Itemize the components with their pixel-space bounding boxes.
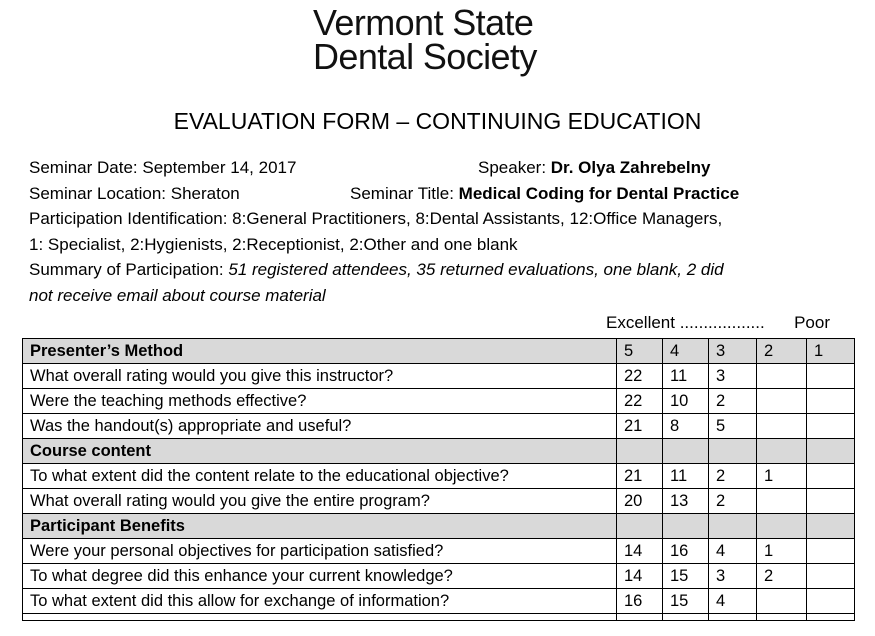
rating-count-cell: 22 <box>617 364 663 389</box>
section-title: Participant Benefits <box>23 514 617 539</box>
seminar-info <box>29 155 740 308</box>
scale-excellent: Excellent .................. <box>606 313 765 332</box>
rating-count-cell <box>807 489 855 514</box>
question-row <box>23 589 855 614</box>
question-text: To what degree did this enhance your current knowledge? <box>23 564 617 589</box>
empty-cell <box>709 614 757 621</box>
rating-count-cell: 8 <box>663 414 709 439</box>
logo-line-1: Vermont State <box>313 2 534 43</box>
question-text: To what extent did the content relate to the educational objective? <box>23 464 617 489</box>
rating-header-cell: 2 <box>757 339 807 364</box>
society-logo <box>313 2 537 77</box>
rating-header-cell: 4 <box>663 339 709 364</box>
question-text: What overall rating would you give this instructor? <box>23 364 617 389</box>
rating-header-cell: 5 <box>617 339 663 364</box>
rating-header-cell <box>757 439 807 464</box>
section-header-row <box>23 514 855 539</box>
rating-count-cell <box>807 364 855 389</box>
rating-header-cell: 1 <box>807 339 855 364</box>
rating-count-cell: 21 <box>617 414 663 439</box>
rating-count-cell: 21 <box>617 464 663 489</box>
speaker: Speaker: Dr. Olya Zahrebelny <box>478 158 711 177</box>
rating-scale-legend <box>606 313 830 333</box>
rating-count-cell: 2 <box>757 564 807 589</box>
question-row <box>23 539 855 564</box>
empty-cell <box>757 614 807 621</box>
rating-count-cell: 1 <box>757 539 807 564</box>
rating-count-cell: 22 <box>617 389 663 414</box>
rating-count-cell: 16 <box>663 539 709 564</box>
rating-count-cell <box>807 414 855 439</box>
rating-count-cell: 20 <box>617 489 663 514</box>
rating-count-cell <box>807 389 855 414</box>
empty-cell <box>617 614 663 621</box>
form-title: EVALUATION FORM – CONTINUING EDUCATION <box>173 108 702 134</box>
rating-count-cell: 14 <box>617 539 663 564</box>
rating-header-cell <box>709 514 757 539</box>
rating-header-cell <box>757 514 807 539</box>
rating-count-cell: 2 <box>709 489 757 514</box>
rating-count-cell <box>807 539 855 564</box>
rating-count-cell: 15 <box>663 589 709 614</box>
question-text: To what extent did this allow for exchange of information? <box>23 589 617 614</box>
info-row-date-speaker <box>29 155 724 181</box>
question-row <box>23 364 855 389</box>
info-row-location-title <box>29 181 740 207</box>
scale-poor: Poor <box>794 313 830 332</box>
rating-count-cell: 16 <box>617 589 663 614</box>
rating-header-cell <box>807 514 855 539</box>
rating-count-cell: 2 <box>709 389 757 414</box>
question-row <box>23 564 855 589</box>
logo-line-2: Dental Society <box>313 36 537 77</box>
rating-count-cell: 13 <box>663 489 709 514</box>
rating-count-cell: 3 <box>709 364 757 389</box>
section-header-row <box>23 439 855 464</box>
rating-count-cell <box>807 564 855 589</box>
section-title: Presenter’s Method <box>23 339 617 364</box>
question-text: Were your personal objectives for participation satisfied? <box>23 539 617 564</box>
empty-cell <box>663 614 709 621</box>
rating-count-cell <box>757 589 807 614</box>
rating-count-cell <box>757 389 807 414</box>
rating-count-cell <box>807 464 855 489</box>
empty-cell <box>807 614 855 621</box>
rating-count-cell: 15 <box>663 564 709 589</box>
rating-header-cell <box>617 439 663 464</box>
rating-count-cell: 4 <box>709 589 757 614</box>
rating-count-cell: 11 <box>663 364 709 389</box>
rating-header-cell <box>663 439 709 464</box>
question-row <box>23 489 855 514</box>
rating-count-cell <box>757 364 807 389</box>
question-row <box>23 389 855 414</box>
rating-header-cell <box>617 514 663 539</box>
participation-line-2: 1: Specialist, 2:Hygienists, 2:Receptionist, 2:Other and one blank <box>29 234 518 254</box>
question-text: Were the teaching methods effective? <box>23 389 617 414</box>
seminar-date: Seminar Date: September 14, 2017 <box>29 158 297 177</box>
question-text: Was the handout(s) appropriate and useful? <box>23 414 617 439</box>
question-row <box>23 464 855 489</box>
rating-count-cell: 3 <box>709 564 757 589</box>
section-title: Course content <box>23 439 617 464</box>
rating-count-cell: 1 <box>757 464 807 489</box>
summary-line-2: not receive email about course material <box>29 285 326 305</box>
participation-line-1: Participation Identification: 8:General Practitioners, 8:Dental Assistants, 12:Office Managers, <box>29 209 723 228</box>
question-row <box>23 414 855 439</box>
rating-header-cell: 3 <box>709 339 757 364</box>
rating-header-cell <box>663 514 709 539</box>
rating-header-cell <box>709 439 757 464</box>
seminar-title: Seminar Title: Medical Coding for Dental Practice <box>350 183 740 203</box>
seminar-location: Seminar Location: Sheraton <box>29 183 240 203</box>
rating-count-cell <box>807 589 855 614</box>
empty-cell <box>23 614 617 621</box>
evaluation-table <box>22 338 855 621</box>
rating-count-cell: 11 <box>663 464 709 489</box>
rating-header-cell <box>807 439 855 464</box>
rating-count-cell: 2 <box>709 464 757 489</box>
rating-count-cell: 5 <box>709 414 757 439</box>
table-continuation-row <box>23 614 855 621</box>
rating-count-cell: 10 <box>663 389 709 414</box>
rating-count-cell: 4 <box>709 539 757 564</box>
rating-count-cell: 14 <box>617 564 663 589</box>
question-text: What overall rating would you give the entire program? <box>23 489 617 514</box>
rating-count-cell <box>757 489 807 514</box>
section-header-row <box>23 339 855 364</box>
summary-line-1: Summary of Participation: 51 registered attendees, 35 returned evaluations, one blank, 2 did <box>29 260 724 279</box>
rating-count-cell <box>757 414 807 439</box>
